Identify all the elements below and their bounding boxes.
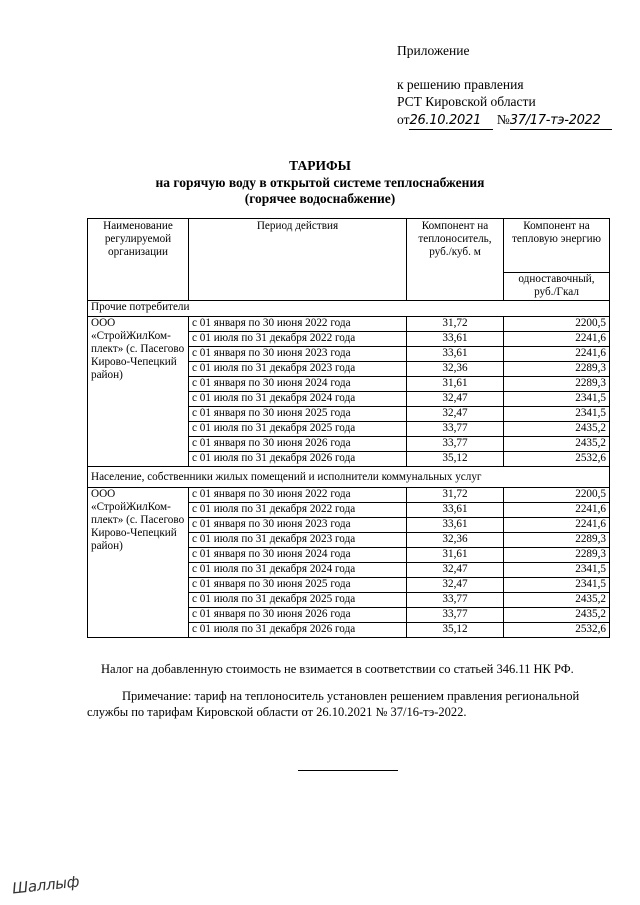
row-energy: 2241,6 [504,503,610,518]
table-header-row [88,219,610,273]
row-carrier: 32,47 [407,563,504,578]
row-period: с 01 июля по 31 декабря 2024 года [189,392,407,407]
row-carrier: 33,61 [407,332,504,347]
vat-note: Налог на добавленную стоимость не взимается в соответствии со статьей 346.11 НК РФ. [101,662,574,676]
row-energy: 2200,5 [504,317,610,332]
row-period: с 01 июля по 31 декабря 2022 года [189,332,407,347]
org-name: ООО «СтройЖилКом-плект» (с. Пасегово Кирово-Чепецкий район) [88,317,189,467]
row-period: с 01 июля по 31 декабря 2023 года [189,533,407,548]
header-energy-sub: одноставочный, руб./Гкал [504,273,610,301]
row-period: с 01 июля по 31 декабря 2025 года [189,422,407,437]
org-name: ООО «СтройЖилКом-плект» (с. Пасегово Кирово-Чепецкий район) [88,488,189,638]
decision-date: 26.10.2021 [409,112,493,130]
row-energy: 2289,3 [504,533,610,548]
row-carrier: 35,12 [407,452,504,467]
decision-date-line [397,111,612,130]
section-title: Население, собственники жилых помещений и исполнители коммунальных услуг [88,467,610,488]
row-carrier: 33,61 [407,503,504,518]
row-energy: 2532,6 [504,623,610,638]
row-carrier: 31,61 [407,377,504,392]
section-row [88,301,610,317]
number-prefix: № [496,112,510,127]
row-period: с 01 января по 30 июня 2024 года [189,548,407,563]
row-carrier: 31,72 [407,488,504,503]
row-period: с 01 января по 30 июня 2024 года [189,377,407,392]
from-prefix: от [397,112,410,127]
header-energy: Компонент на тепловую энергию [504,219,610,273]
row-period: с 01 января по 30 июня 2022 года [189,488,407,503]
row-energy: 2289,3 [504,548,610,563]
row-period: с 01 июля по 31 декабря 2022 года [189,503,407,518]
row-period: с 01 июля по 31 декабря 2024 года [189,563,407,578]
doc-title: ТАРИФЫ [289,158,351,173]
doc-subtitle-2: (горячее водоснабжение) [244,191,396,206]
row-energy: 2241,6 [504,518,610,533]
section-title: Прочие потребители [88,301,610,317]
row-energy: 2532,6 [504,452,610,467]
row-carrier: 33,77 [407,608,504,623]
row-carrier: 33,61 [407,518,504,533]
separator-line [298,770,398,771]
appendix-label: Приложение [397,43,470,58]
decision-number: 37/17-тэ-2022 [510,112,612,130]
row-period: с 01 июля по 31 декабря 2023 года [189,362,407,377]
row-energy: 2200,5 [504,488,610,503]
row-energy: 2289,3 [504,362,610,377]
row-period: с 01 июля по 31 декабря 2026 года [189,452,407,467]
row-period: с 01 января по 30 июня 2023 года [189,347,407,362]
table-row [88,317,610,332]
row-energy: 2435,2 [504,437,610,452]
row-energy: 2341,5 [504,392,610,407]
remark-note: Примечание: тариф на теплоноситель установлен решением правления региональной службы по тарифам Кировской области от 26.10.2021 № 37/16-тэ-2022. [87,689,580,719]
row-carrier: 32,47 [407,407,504,422]
table-row [88,488,610,503]
row-energy: 2435,2 [504,608,610,623]
row-period: с 01 июля по 31 декабря 2025 года [189,593,407,608]
row-energy: 2341,5 [504,563,610,578]
handwritten-signature: Шаллыф [11,872,81,898]
header-org: Наименование регулируемой организации [88,219,189,301]
row-carrier: 33,77 [407,422,504,437]
row-period: с 01 января по 30 июня 2022 года [189,317,407,332]
row-energy: 2435,2 [504,593,610,608]
tariff-table [87,218,610,638]
row-carrier: 32,47 [407,578,504,593]
row-period: с 01 января по 30 июня 2025 года [189,407,407,422]
decision-line1: к решению правления [397,77,524,92]
row-carrier: 32,47 [407,392,504,407]
row-carrier: 32,36 [407,362,504,377]
row-carrier: 31,72 [407,317,504,332]
header-carrier: Компонент на теплоноситель, руб./куб. м [407,219,504,301]
row-energy: 2341,5 [504,407,610,422]
row-period: с 01 июля по 31 декабря 2026 года [189,623,407,638]
row-energy: 2289,3 [504,377,610,392]
row-carrier: 35,12 [407,623,504,638]
row-energy: 2241,6 [504,347,610,362]
row-energy: 2435,2 [504,422,610,437]
row-carrier: 33,77 [407,593,504,608]
row-period: с 01 января по 30 июня 2023 года [189,518,407,533]
row-energy: 2341,5 [504,578,610,593]
row-carrier: 31,61 [407,548,504,563]
row-energy: 2241,6 [504,332,610,347]
row-period: с 01 января по 30 июня 2026 года [189,437,407,452]
row-carrier: 33,61 [407,347,504,362]
doc-subtitle-1: на горячую воду в открытой системе теплоснабжения [155,175,485,190]
row-carrier: 33,77 [407,437,504,452]
header-period: Период действия [189,219,407,301]
row-carrier: 32,36 [407,533,504,548]
row-period: с 01 января по 30 июня 2025 года [189,578,407,593]
row-period: с 01 января по 30 июня 2026 года [189,608,407,623]
section-row [88,467,610,488]
decision-line2: РСТ Кировской области [397,94,536,109]
